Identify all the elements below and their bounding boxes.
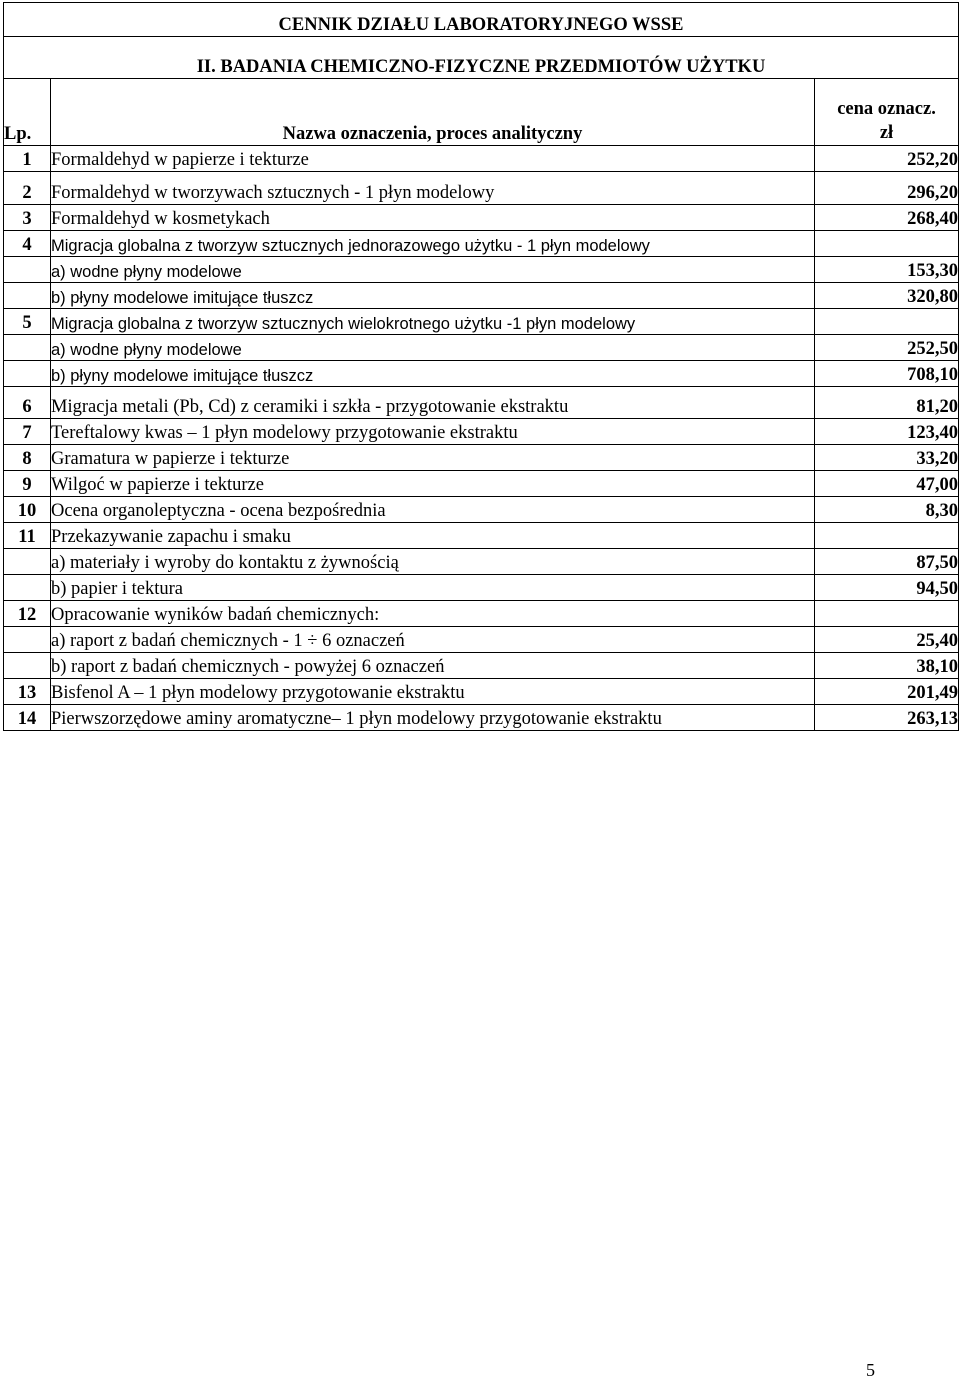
row-name: Formaldehyd w papierze i tekturze <box>51 146 815 172</box>
row-name: Pierwszorzędowe aminy aromatyczne– 1 płyn modelowy przygotowanie ekstraktu <box>51 705 815 731</box>
table-row <box>4 309 959 335</box>
table-row <box>4 231 959 257</box>
table-row <box>4 419 959 445</box>
table-row <box>4 549 959 575</box>
row-number: 5 <box>4 309 51 335</box>
table-row <box>4 705 959 731</box>
section-title: II. BADANIA CHEMICZNO-FIZYCZNE PRZEDMIOTÓW UŻYTKU <box>4 37 959 79</box>
page-number: 5 <box>866 1360 875 1380</box>
row-number: 13 <box>4 679 51 705</box>
row-number <box>4 335 51 361</box>
row-price <box>815 523 959 549</box>
row-number <box>4 257 51 283</box>
row-price: 201,49 <box>815 679 959 705</box>
row-name: Migracja globalna z tworzyw sztucznych wielokrotnego użytku -1 płyn modelowy <box>51 309 815 335</box>
row-name: a) wodne płyny modelowe <box>51 335 815 361</box>
row-name: Przekazywanie zapachu i smaku <box>51 523 815 549</box>
row-number <box>4 361 51 387</box>
table-row <box>4 205 959 231</box>
row-name: Migracja globalna z tworzyw sztucznych jednorazowego użytku - 1 płyn modelowy <box>51 231 815 257</box>
row-number: 10 <box>4 497 51 523</box>
row-price: 8,30 <box>815 497 959 523</box>
document-title: CENNIK DZIAŁU LABORATORYJNEGO WSSE <box>4 3 959 37</box>
row-number <box>4 627 51 653</box>
table-row <box>4 575 959 601</box>
row-price <box>815 601 959 627</box>
row-number <box>4 653 51 679</box>
row-price: 94,50 <box>815 575 959 601</box>
row-number: 4 <box>4 231 51 257</box>
row-name: a) wodne płyny modelowe <box>51 257 815 283</box>
row-name: Opracowanie wyników badań chemicznych: <box>51 601 815 627</box>
row-name: b) raport z badań chemicznych - powyżej 6 oznaczeń <box>51 653 815 679</box>
row-price: 123,40 <box>815 419 959 445</box>
table-row <box>4 257 959 283</box>
row-number: 12 <box>4 601 51 627</box>
row-name: Formaldehyd w kosmetykach <box>51 205 815 231</box>
table-row <box>4 172 959 205</box>
row-price: 708,10 <box>815 361 959 387</box>
row-number: 9 <box>4 471 51 497</box>
header-price <box>815 79 959 146</box>
row-name: b) płyny modelowe imitujące tłuszcz <box>51 361 815 387</box>
row-price: 320,80 <box>815 283 959 309</box>
row-name: Ocena organoleptyczna - ocena bezpośrednia <box>51 497 815 523</box>
row-number: 6 <box>4 387 51 419</box>
row-price: 47,00 <box>815 471 959 497</box>
table-row <box>4 627 959 653</box>
table-row <box>4 601 959 627</box>
row-number: 8 <box>4 445 51 471</box>
row-price: 296,20 <box>815 172 959 205</box>
header-lp: Lp. <box>4 79 51 146</box>
row-name: Migracja metali (Pb, Cd) z ceramiki i szkła - przygotowanie ekstraktu <box>51 387 815 419</box>
header-price-line2: zł <box>879 123 894 143</box>
row-number: 7 <box>4 419 51 445</box>
row-name: b) papier i tektura <box>51 575 815 601</box>
row-price: 87,50 <box>815 549 959 575</box>
row-number: 1 <box>4 146 51 172</box>
header-name: Nazwa oznaczenia, proces analityczny <box>51 79 815 146</box>
row-name: a) materiały i wyroby do kontaktu z żywnością <box>51 549 815 575</box>
row-name: Wilgoć w papierze i tekturze <box>51 471 815 497</box>
row-price: 252,20 <box>815 146 959 172</box>
table-row <box>4 497 959 523</box>
row-number: 3 <box>4 205 51 231</box>
row-price: 268,40 <box>815 205 959 231</box>
row-name: Gramatura w papierze i tekturze <box>51 445 815 471</box>
table-row <box>4 523 959 549</box>
row-price: 81,20 <box>815 387 959 419</box>
table-row <box>4 653 959 679</box>
row-number <box>4 575 51 601</box>
row-price: 25,40 <box>815 627 959 653</box>
header-price-line1: cena oznacz. <box>837 99 936 119</box>
table-row <box>4 387 959 419</box>
row-name: Formaldehyd w tworzywach sztucznych - 1 płyn modelowy <box>51 172 815 205</box>
row-number: 2 <box>4 172 51 205</box>
table-row <box>4 283 959 309</box>
row-price <box>815 309 959 335</box>
table-row <box>4 146 959 172</box>
row-price: 33,20 <box>815 445 959 471</box>
row-number <box>4 549 51 575</box>
row-price <box>815 231 959 257</box>
row-name: b) płyny modelowe imitujące tłuszcz <box>51 283 815 309</box>
row-price: 252,50 <box>815 335 959 361</box>
table-row <box>4 361 959 387</box>
row-number <box>4 283 51 309</box>
table-row <box>4 445 959 471</box>
row-price: 263,13 <box>815 705 959 731</box>
row-name: Tereftalowy kwas – 1 płyn modelowy przygotowanie ekstraktu <box>51 419 815 445</box>
row-number: 11 <box>4 523 51 549</box>
row-price: 38,10 <box>815 653 959 679</box>
table-row <box>4 679 959 705</box>
row-name: Bisfenol A – 1 płyn modelowy przygotowanie ekstraktu <box>51 679 815 705</box>
table-row <box>4 335 959 361</box>
table-row <box>4 471 959 497</box>
row-price: 153,30 <box>815 257 959 283</box>
price-list-table <box>3 2 959 731</box>
row-number: 14 <box>4 705 51 731</box>
row-name: a) raport z badań chemicznych - 1 ÷ 6 oznaczeń <box>51 627 815 653</box>
